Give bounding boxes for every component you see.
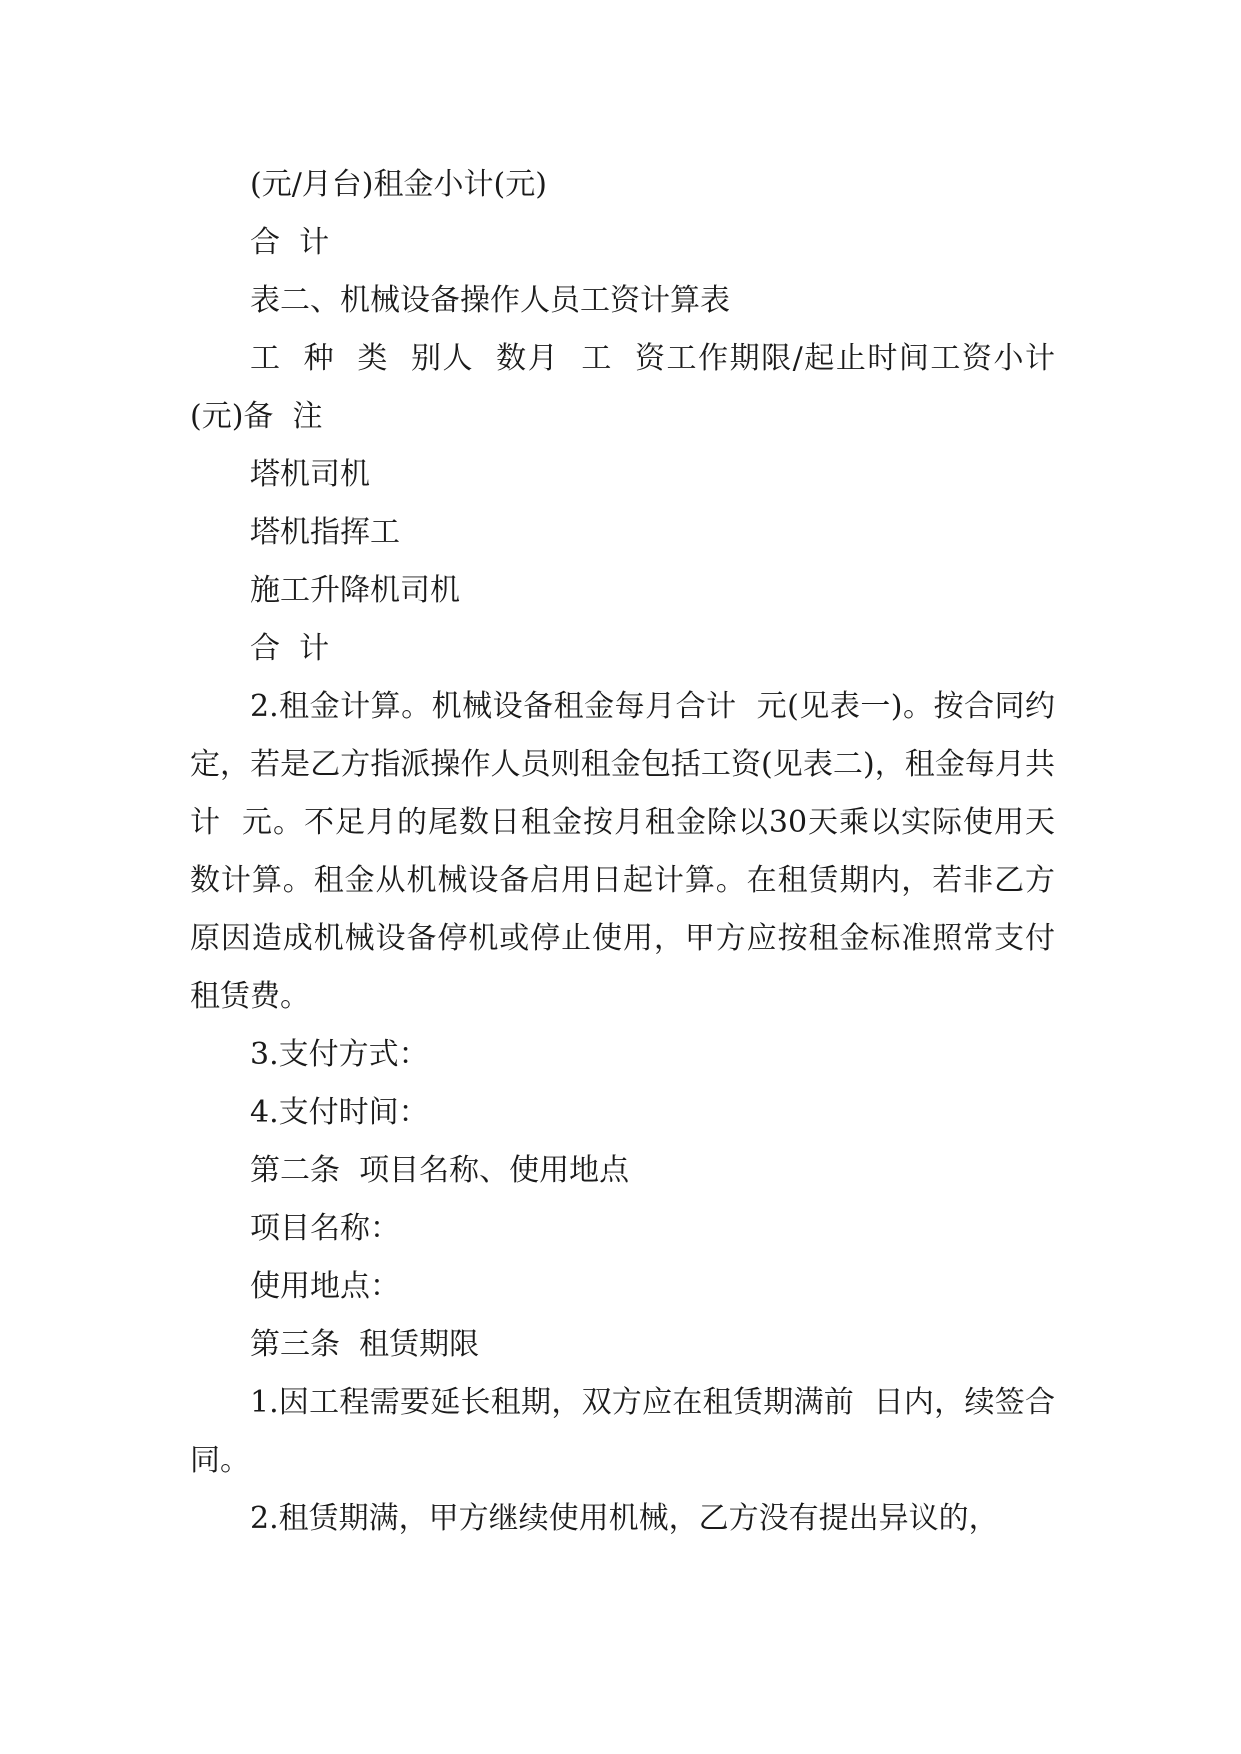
paragraph-article-3-heading: 第三条 租赁期限: [250, 1327, 480, 1362]
paragraph-total-1: 合 计: [250, 225, 330, 260]
paragraph-project-name: 项目名称：: [250, 1211, 400, 1246]
paragraph-hoist-driver: 施工升降机司机: [250, 573, 460, 608]
paragraph-rent-calculation: 2.租金计算。机械设备租金每月合计 元(见表一)。按合同约定，若是乙方指派操作人员则租金包括工资(见表二)，租金每月共计 元。不足月的尾数日租金按月租金除以30天乘以实际使用天数计算。租金从机械设备启用日起计算。在租赁期内，若非乙方原因造成机械设备停机或停止使用，甲方应按租金标准照常支付租赁费。: [190, 689, 1055, 1014]
paragraph-use-location: 使用地点：: [250, 1269, 400, 1304]
paragraph-lease-extension: 1.因工程需要延长租期，双方应在租赁期满前 日内，续签合同。: [190, 1385, 1055, 1478]
paragraph-rent-subtotal-header: (元/月台)租金小计(元): [250, 167, 547, 202]
paragraph-payment-time: 4.支付时间：: [250, 1095, 429, 1130]
paragraph-lease-expiry: 2.租赁期满，甲方继续使用机械，乙方没有提出异议的，: [250, 1501, 999, 1536]
paragraph-tower-crane-signaller: 塔机指挥工: [250, 515, 400, 550]
paragraph-table2-title: 表二、机械设备操作人员工资计算表: [250, 283, 730, 318]
paragraph-table2-header: 工 种 类 别人 数月 工 资工作期限/起止时间工资小计(元)备 注: [190, 341, 1055, 434]
document-body: [190, 156, 1055, 1548]
paragraph-tower-crane-driver: 塔机司机: [250, 457, 370, 492]
paragraph-payment-method: 3.支付方式：: [250, 1037, 429, 1072]
paragraph-total-2: 合 计: [250, 631, 330, 666]
paragraph-article-2-heading: 第二条 项目名称、使用地点: [250, 1153, 630, 1188]
